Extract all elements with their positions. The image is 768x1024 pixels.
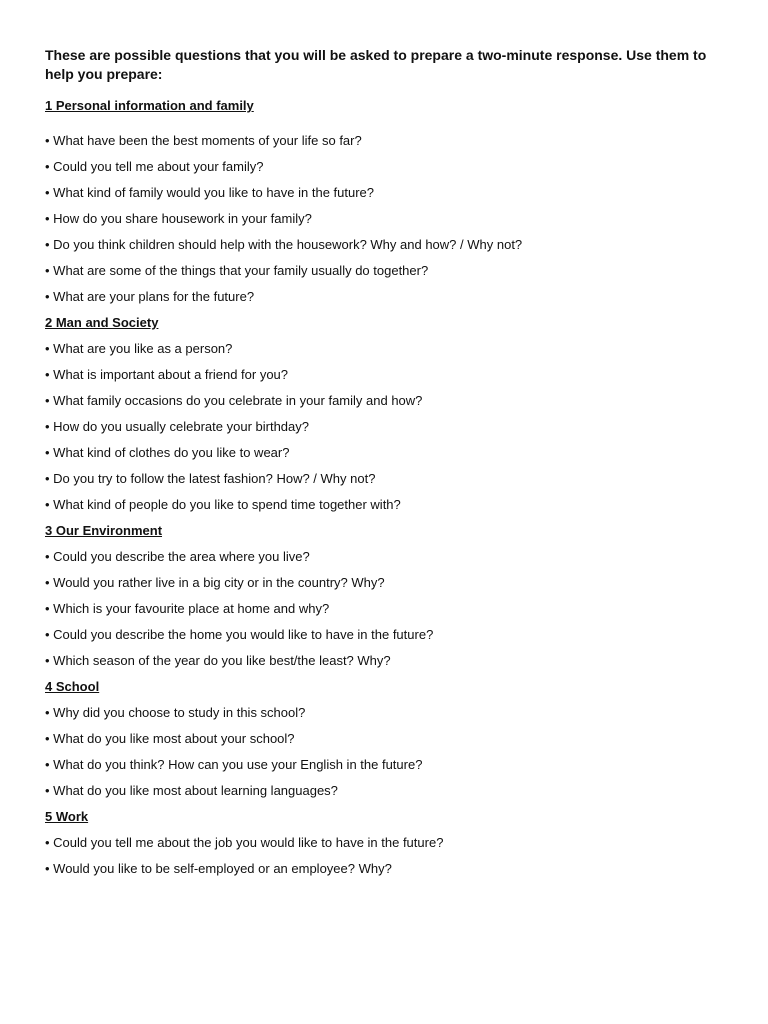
section-our-environment	[45, 518, 735, 674]
section-heading: 1 Personal information and family	[45, 98, 254, 113]
list-item: • Could you describe the area where you live?	[45, 544, 735, 570]
document-page	[45, 46, 735, 882]
list-item: • What kind of clothes do you like to wear?	[45, 440, 735, 466]
list-item: • How do you usually celebrate your birthday?	[45, 414, 735, 440]
list-item: • How do you share housework in your family?	[45, 206, 735, 232]
intro-text: These are possible questions that you will be asked to prepare a two-minute response. Use them to help you prepare:	[45, 47, 707, 82]
list-item: • What are some of the things that your family usually do together?	[45, 258, 735, 284]
list-item: • Why did you choose to study in this school?	[45, 700, 735, 726]
list-item: • Which season of the year do you like best/the least? Why?	[45, 648, 735, 674]
list-item: • What family occasions do you celebrate in your family and how?	[45, 388, 735, 414]
section-man-and-society	[45, 310, 735, 518]
list-item: • What are you like as a person?	[45, 336, 735, 362]
list-item: • What is important about a friend for you?	[45, 362, 735, 388]
list-item: • What do you think? How can you use your English in the future?	[45, 752, 735, 778]
section-work	[45, 804, 735, 882]
list-item: • Could you describe the home you would like to have in the future?	[45, 622, 735, 648]
list-item: • Do you try to follow the latest fashion? How? / Why not?	[45, 466, 735, 492]
list-item: • What have been the best moments of your life so far?	[45, 128, 735, 154]
section-heading: 2 Man and Society	[45, 315, 159, 330]
list-item: • Would you rather live in a big city or in the country? Why?	[45, 570, 735, 596]
section-personal-information	[45, 93, 735, 310]
list-item: • Do you think children should help with the housework? Why and how? / Why not?	[45, 232, 735, 258]
section-heading: 5 Work	[45, 809, 89, 824]
section-school	[45, 674, 735, 804]
section-heading: 4 School	[45, 679, 100, 694]
list-item: • Which is your favourite place at home and why?	[45, 596, 735, 622]
list-item: • What kind of people do you like to spend time together with?	[45, 492, 735, 518]
list-item: • What do you like most about learning languages?	[45, 778, 735, 804]
list-item: • What kind of family would you like to have in the future?	[45, 180, 735, 206]
list-item: • Would you like to be self-employed or an employee? Why?	[45, 856, 735, 882]
section-heading: 3 Our Environment	[45, 523, 163, 538]
list-item: • Could you tell me about your family?	[45, 154, 735, 180]
list-item: • Could you tell me about the job you would like to have in the future?	[45, 830, 735, 856]
list-item: • What do you like most about your school?	[45, 726, 735, 752]
list-item: • What are your plans for the future?	[45, 284, 735, 310]
